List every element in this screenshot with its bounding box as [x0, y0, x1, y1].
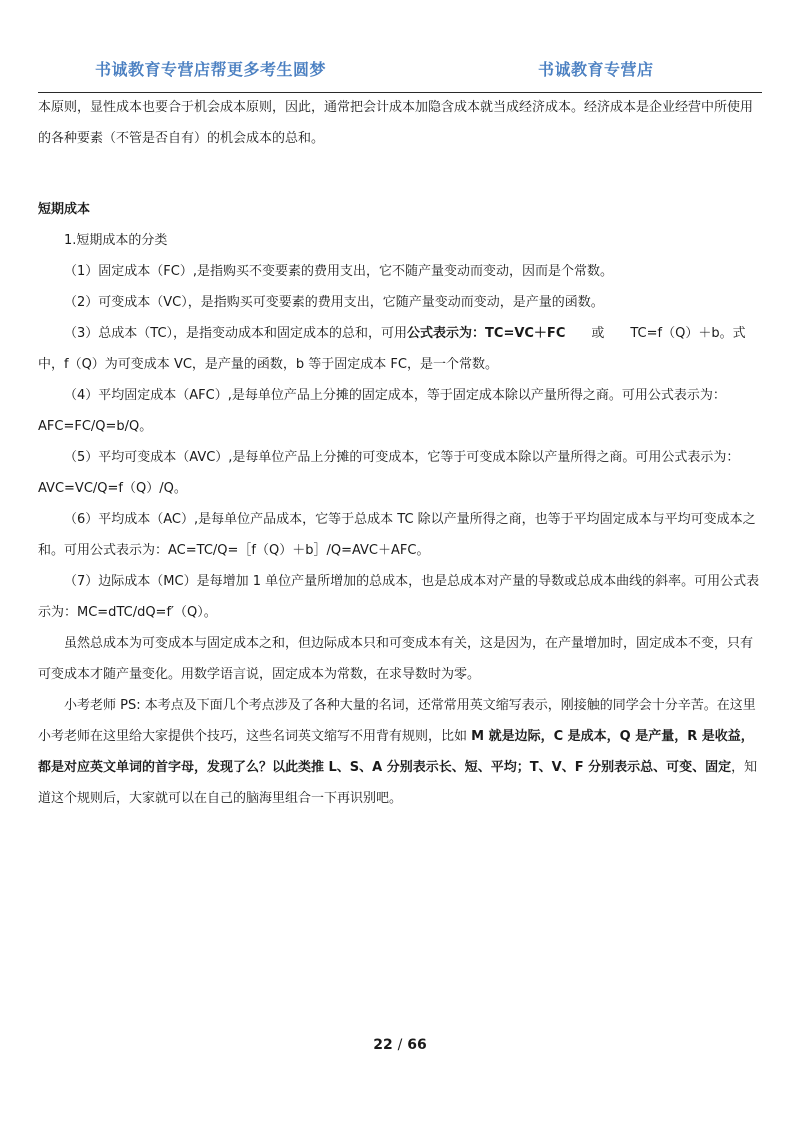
total-pages: 66: [407, 1037, 427, 1053]
page-separator: /: [397, 1037, 403, 1053]
total-cost-formula: 公式表示为：TC=VC＋FC: [407, 326, 566, 341]
item-variable-cost: （2）可变成本（VC），是指购买可变要素的费用支出，它随产量变动而变动，是产量的函数。: [64, 295, 604, 310]
total-cost-text-cont: 或 TC=f（Q）＋b。式中，f（Q）为可变成本 VC，是产量的函数，b 等于固定成本 FC，是一个常数。: [38, 326, 746, 372]
tip-bold-rule: M 就是边际，C 是成本，Q 是产量，R 是收益，都是对应英文单词的首字母，发现了么？以此类推 L、S、A 分别表示长、短、平均；T、V、F 分别表示总、可变、固定: [38, 729, 754, 775]
spacer: [38, 154, 764, 194]
item-average-variable-cost: （5）平均可变成本（AVC）,是每单位产品上分摊的可变成本，它等于可变成本除以产量所得之商。可用公式表示为：AVC=VC/Q=f（Q）/Q。: [38, 450, 740, 496]
document-body: [38, 92, 764, 814]
section-subtitle: 1.短期成本的分类: [64, 233, 168, 248]
item-marginal-cost: （7）边际成本（MC）是每增加 1 单位产量所增加的总成本，也是总成本对产量的导数或总成本曲线的斜率。可用公式表示为：MC=dTC/dQ=f′（Q）。: [38, 574, 760, 620]
total-cost-text: （3）总成本（TC），是指变动成本和固定成本的总和，可用: [64, 326, 408, 341]
current-page: 22: [373, 1037, 393, 1053]
teacher-tip-paragraph: [38, 690, 764, 814]
section-title: 短期成本: [38, 202, 91, 217]
item-total-cost: [38, 318, 764, 380]
item-fixed-cost: （1）固定成本（FC）,是指购买不变要素的费用支出，它不随产量变动而变动，因而是个常数。: [64, 264, 613, 279]
tip-text: 小考老师 PS: 本考点及下面几个考点涉及了各种大量的名词，还常常用英文缩写表示，刚接触的同学会十分辛苦。在这里小考老师在这里给大家提供个技巧，这些名词英文缩写不用背有规则，比如: [38, 698, 756, 744]
page-number: [0, 1037, 800, 1053]
tip-text-end: ，知道这个规则后，大家就可以在自己的脑海里组合一下再识别吧。: [38, 760, 758, 806]
header-shop-slogan: 书诚教育专营店帮更多考生圆梦: [95, 60, 327, 79]
item-average-fixed-cost: （4）平均固定成本（AFC）,是每单位产品上分摊的固定成本，等于固定成本除以产量所得之商。可用公式表示为：AFC=FC/Q=b/Q。: [38, 388, 726, 434]
intro-paragraph: 本原则，显性成本也要合于机会成本原则，因此，通常把会计成本加隐含成本就当成经济成本。经济成本是企业经营中所使用的各种要素（不管是否自有）的机会成本的总和。: [38, 100, 754, 146]
header-shop-name: 书诚教育专营店: [538, 60, 654, 79]
page-header: [38, 0, 762, 93]
explanation-paragraph: 虽然总成本为可变成本与固定成本之和，但边际成本只和可变成本有关，这是因为，在产量增加时，固定成本不变，只有可变成本才随产量变化。用数学语言说，固定成本为常数，在求导数时为零。: [38, 636, 754, 682]
item-average-cost: （6）平均成本（AC）,是每单位产品成本，它等于总成本 TC 除以产量所得之商，也等于平均固定成本与平均可变成本之和。可用公式表示为：AC=TC/Q=［f（Q）＋b］/Q=AVC＋AFC。: [38, 512, 756, 558]
